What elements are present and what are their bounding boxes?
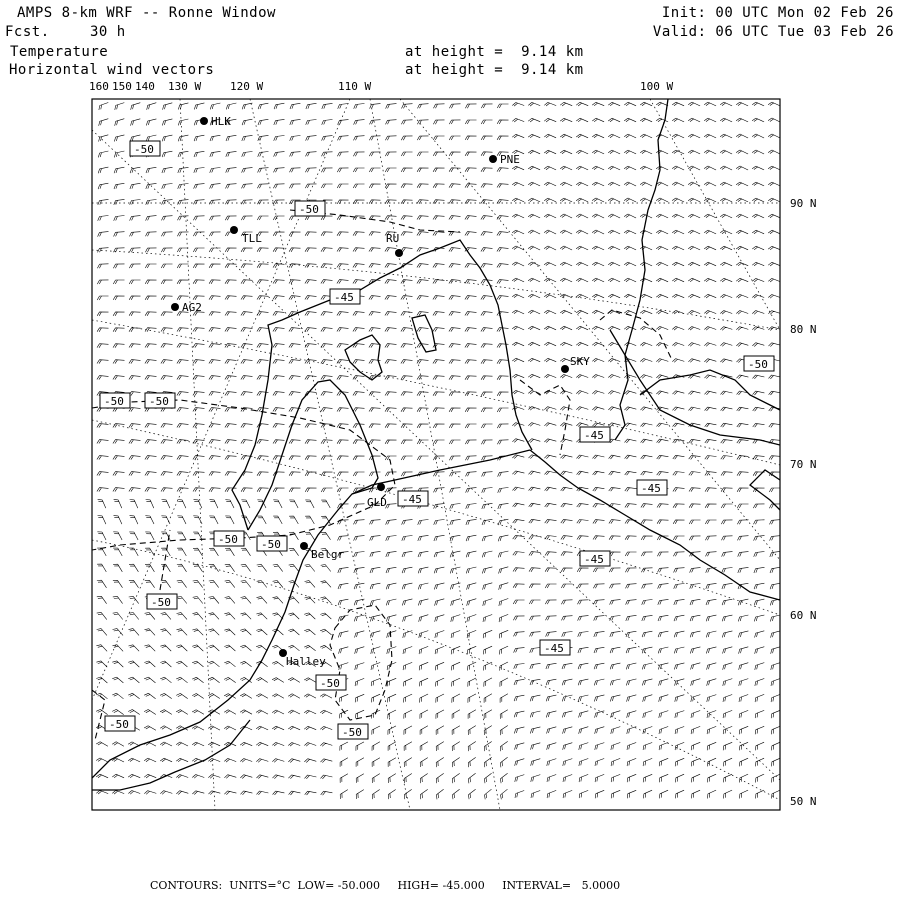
svg-text:AG2: AG2 bbox=[182, 301, 202, 314]
latitude-labels bbox=[790, 197, 817, 808]
map-title: AMPS 8-km WRF -- Ronne Window bbox=[17, 5, 276, 21]
svg-text:-50: -50 bbox=[320, 677, 340, 690]
svg-text:-50: -50 bbox=[299, 203, 319, 216]
field-name-wind: Horizontal wind vectors bbox=[9, 62, 215, 78]
valid-time: Valid: 06 UTC Tue 03 Feb 26 bbox=[652, 24, 894, 40]
svg-text:-45: -45 bbox=[402, 493, 422, 506]
station-sky bbox=[561, 355, 590, 373]
station-ru bbox=[386, 232, 403, 257]
station-halley bbox=[279, 649, 326, 668]
lat-label: 60 N bbox=[790, 609, 817, 622]
svg-text:HLK: HLK bbox=[211, 115, 231, 128]
coastline bbox=[610, 330, 780, 445]
station-tll bbox=[230, 226, 262, 245]
svg-text:-50: -50 bbox=[261, 538, 281, 551]
init-time: Init: 00 UTC Mon 02 Feb 26 bbox=[661, 5, 894, 21]
station-pne bbox=[489, 153, 520, 166]
contour-label bbox=[130, 141, 160, 156]
contour-label bbox=[580, 427, 610, 442]
contour-label bbox=[295, 201, 325, 216]
contour-line bbox=[92, 690, 105, 740]
lon-label: 160 bbox=[89, 80, 109, 93]
svg-text:-45: -45 bbox=[544, 642, 564, 655]
contour-label bbox=[100, 393, 130, 408]
parallel-line bbox=[92, 250, 780, 330]
svg-text:-45: -45 bbox=[584, 429, 604, 442]
svg-text:-50: -50 bbox=[134, 143, 154, 156]
island-outline bbox=[345, 335, 382, 380]
svg-text:-50: -50 bbox=[109, 718, 129, 731]
meridian-line bbox=[650, 99, 780, 330]
graticule bbox=[92, 99, 780, 810]
lat-label: 50 N bbox=[790, 795, 817, 808]
lon-label: 140 bbox=[135, 80, 155, 93]
svg-text:-50: -50 bbox=[151, 596, 171, 609]
longitude-labels bbox=[89, 80, 673, 93]
lat-label: 80 N bbox=[790, 323, 817, 336]
height-line-1: at height = 9.14 km bbox=[405, 44, 584, 60]
coastline bbox=[92, 450, 530, 778]
contour-label bbox=[338, 724, 368, 739]
station-hlk bbox=[200, 115, 231, 128]
station-belgr bbox=[300, 542, 344, 561]
svg-text:Halley: Halley bbox=[286, 655, 326, 668]
station-ag2 bbox=[171, 301, 202, 314]
stations bbox=[171, 115, 590, 668]
svg-text:-50: -50 bbox=[218, 533, 238, 546]
island-outline bbox=[412, 315, 436, 352]
lon-label: 110 W bbox=[338, 80, 372, 93]
svg-text:-50: -50 bbox=[342, 726, 362, 739]
lat-label: 90 N bbox=[790, 197, 817, 210]
contour-label bbox=[214, 531, 244, 546]
meridian-line bbox=[92, 99, 350, 700]
contour-label bbox=[744, 356, 774, 371]
svg-text:SKY: SKY bbox=[570, 355, 590, 368]
contour-label bbox=[398, 491, 428, 506]
meridian-line bbox=[250, 99, 410, 810]
svg-text:TLL: TLL bbox=[242, 232, 262, 245]
station-gld bbox=[367, 483, 387, 509]
svg-text:-45: -45 bbox=[641, 482, 661, 495]
svg-text:RU: RU bbox=[386, 232, 400, 245]
contour-legend: CONTOURS: UNITS=°C LOW= -50.000 HIGH= -45.000 INTERVAL= 5.0000 bbox=[150, 879, 621, 892]
contour-label bbox=[580, 551, 610, 566]
contour-label bbox=[316, 675, 346, 690]
svg-text:-45: -45 bbox=[334, 291, 354, 304]
lon-label: 130 W bbox=[168, 80, 202, 93]
contour-label bbox=[257, 536, 287, 551]
contour-label bbox=[637, 480, 667, 495]
contour-label bbox=[540, 640, 570, 655]
contour-label bbox=[105, 716, 135, 731]
meridian-line bbox=[370, 99, 500, 810]
lat-label: 70 N bbox=[790, 458, 817, 471]
lon-label: 120 W bbox=[230, 80, 264, 93]
contour-label bbox=[145, 393, 175, 408]
svg-text:-45: -45 bbox=[584, 553, 604, 566]
lon-label: 150 bbox=[112, 80, 132, 93]
forecast-label: Fcst. bbox=[5, 24, 50, 40]
svg-text:GLD: GLD bbox=[367, 496, 387, 509]
coastline bbox=[530, 450, 780, 600]
contour-label bbox=[147, 594, 177, 609]
svg-text:-50: -50 bbox=[748, 358, 768, 371]
forecast-value: 30 h bbox=[90, 24, 126, 40]
svg-text:Belgr: Belgr bbox=[311, 548, 345, 561]
contour-label bbox=[330, 289, 360, 304]
ice-shelf-edge bbox=[248, 380, 378, 530]
svg-text:-50: -50 bbox=[104, 395, 124, 408]
svg-text:PNE: PNE bbox=[500, 153, 520, 166]
field-name-temperature: Temperature bbox=[10, 44, 109, 60]
meridian-line bbox=[180, 99, 215, 810]
svg-text:-50: -50 bbox=[149, 395, 169, 408]
lon-label: 100 W bbox=[640, 80, 674, 93]
map-frame bbox=[92, 99, 780, 810]
height-line-2: at height = 9.14 km bbox=[405, 62, 584, 78]
